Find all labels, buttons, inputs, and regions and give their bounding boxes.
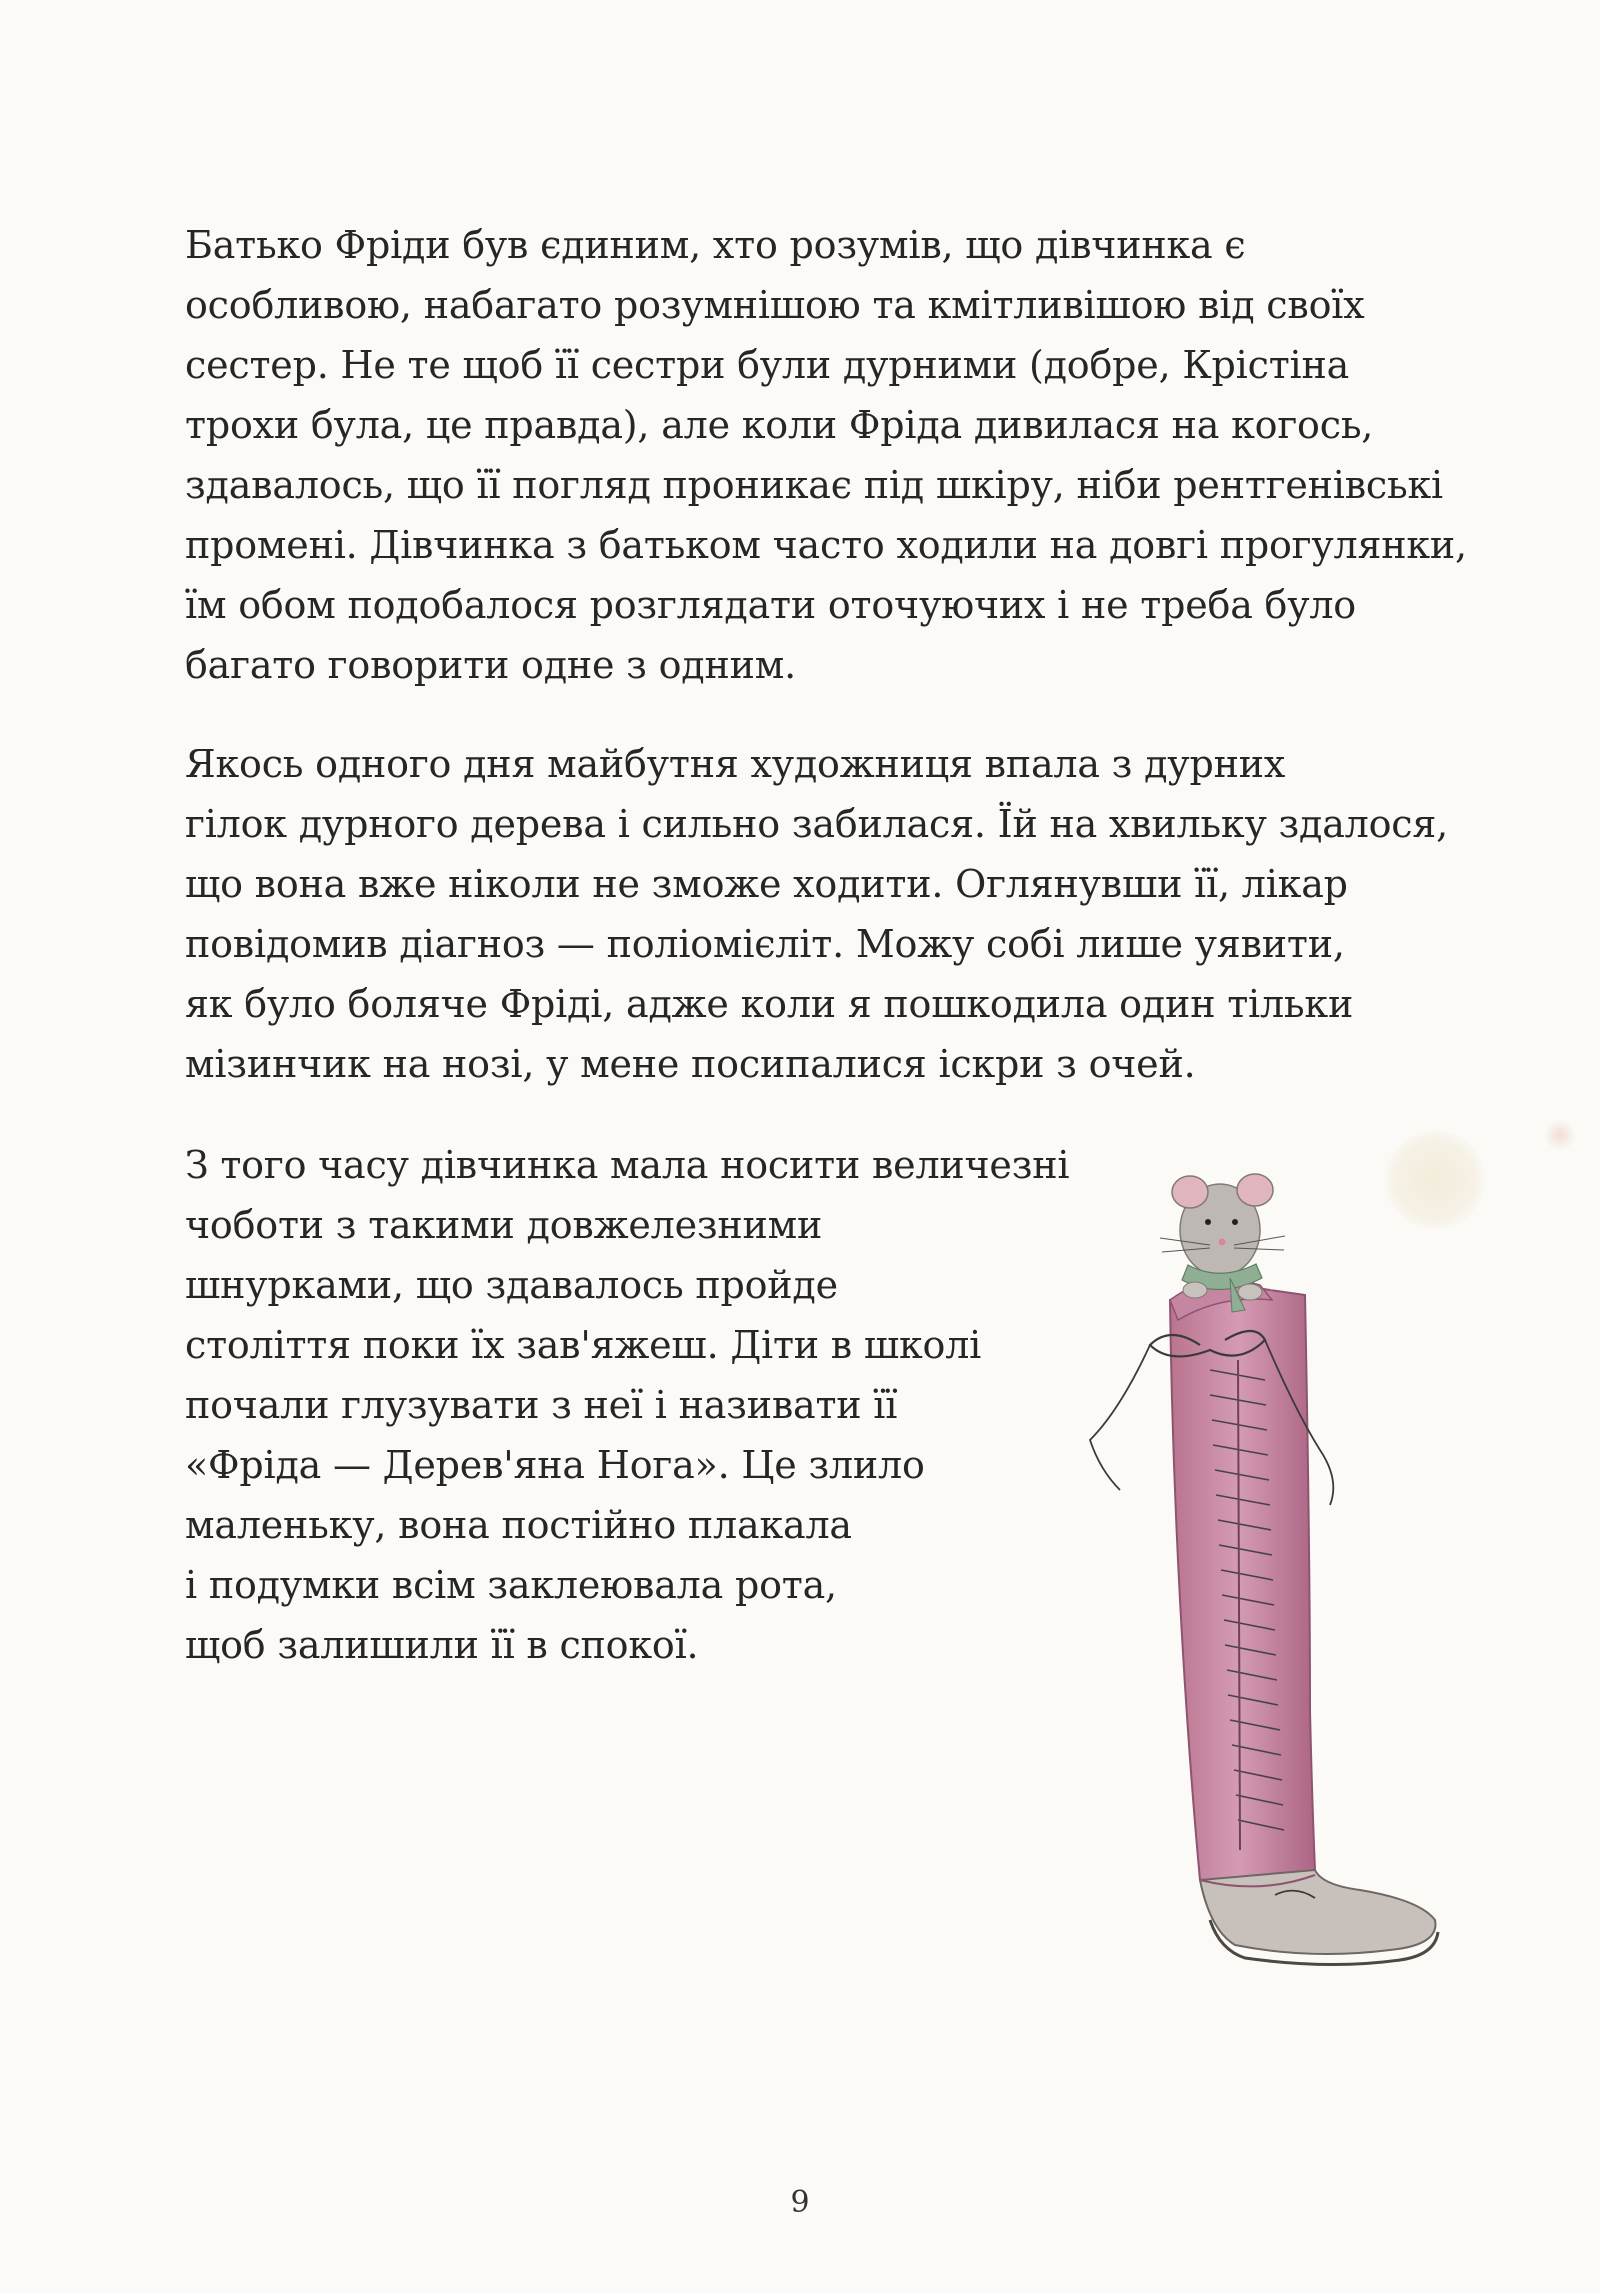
text-line: щоб залишили її в спокої.: [185, 1623, 699, 1667]
text-line: «Фріда — Дерев'яна Нога». Це злило: [185, 1443, 925, 1487]
text-line: повідомив діагноз — поліомієліт. Можу собі лише уявити,: [185, 922, 1345, 966]
text-line: як було боляче Фріді, адже коли я пошкодила один тільки: [185, 982, 1354, 1026]
text-line: З того часу дівчинка мала носити величезні: [185, 1143, 1070, 1187]
text-line: особливою, набагато розумнішою та кмітливішою від своїх: [185, 283, 1365, 327]
text-line: гілок дурного дерева і сильно забилася. Їй на хвильку здалося,: [185, 802, 1449, 846]
text-line: шнурками, що здавалось пройде: [185, 1263, 838, 1307]
text-line: багато говорити одне з одним.: [185, 643, 796, 687]
paint-blot: [1545, 1120, 1575, 1150]
text-line: Якось одного дня майбутня художниця впала з дурних: [185, 742, 1286, 786]
text-line: сестер. Не те щоб її сестри були дурними (добре, Крістіна: [185, 343, 1350, 387]
text-line: їм обом подобалося розглядати оточуючих і не треба було: [185, 583, 1356, 627]
text-line: маленьку, вона постійно плакала: [185, 1503, 852, 1547]
text-line: почали глузувати з неї і називати її: [185, 1383, 898, 1427]
text-line: мізинчик на нозі, у мене посипалися іскри з очей.: [185, 1042, 1196, 1086]
text-line: Батько Фріди був єдиним, хто розумів, що дівчинка є: [185, 223, 1246, 267]
text-line: і подумки всім заклеювала рота,: [185, 1563, 837, 1607]
boot-shaft: [1170, 1287, 1322, 1920]
text-line: що вона вже ніколи не зможе ходити. Оглянувши її, лікар: [185, 862, 1348, 906]
text-line: століття поки їх зав'яжеш. Діти в школі: [185, 1323, 982, 1367]
text-line: здавалось, що її погляд проникає під шкіру, ніби рентгенівські: [185, 463, 1444, 507]
paragraph-1: [185, 215, 1467, 695]
text-line: чоботи з такими довжелезними: [185, 1203, 823, 1247]
paragraph-2: [185, 734, 1448, 1094]
text-line: промені. Дівчинка з батьком часто ходили на довгі прогулянки,: [185, 523, 1467, 567]
boot-foot: [1200, 1870, 1435, 1954]
mouse-in-boot-illustration: [1060, 1150, 1500, 2030]
paragraph-3: [185, 1135, 1069, 1675]
page-number: 9: [790, 2185, 810, 2220]
text-line: трохи була, це правда), але коли Фріда дивилася на когось,: [185, 403, 1374, 447]
